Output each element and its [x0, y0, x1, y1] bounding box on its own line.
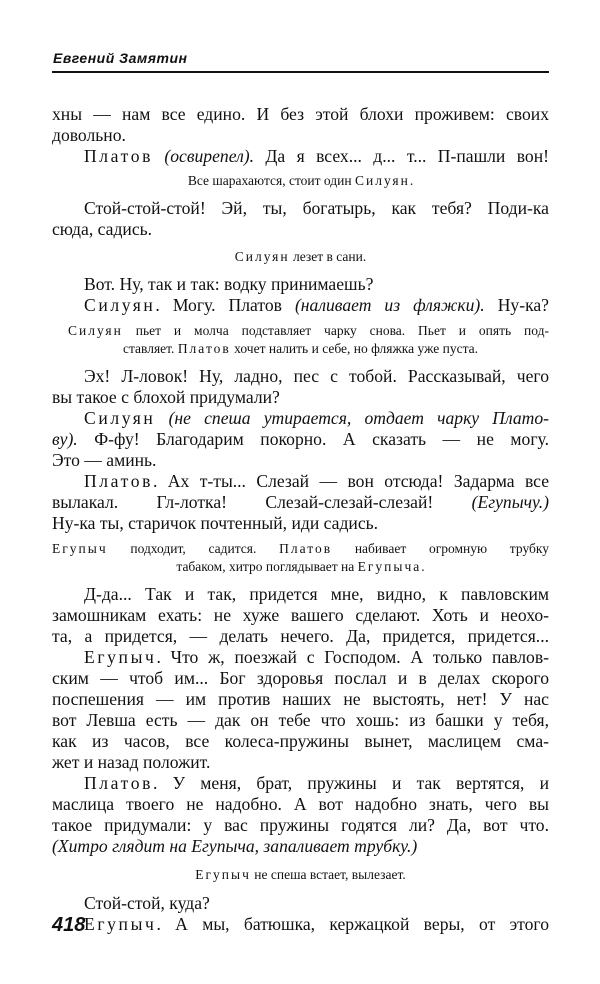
speaker-name: Егупыч	[84, 914, 157, 934]
speaker-name: Силуян	[84, 408, 156, 428]
paragraph: Эх! Л-ловок! Ну, ладно, пес с тобой. Рассказывай, чего	[84, 366, 549, 386]
speaker-name: Платов	[84, 773, 153, 793]
dialogue-line: Силуян. Могу. Платов (наливает из фляжки). Ну-ка?	[84, 295, 549, 315]
paragraph-end: сюда, садись.	[52, 219, 153, 239]
dialogue-line: как из часов, все колеса-пружины вынет, маслицем сма-	[52, 731, 549, 751]
dialogue-line: Платов (освирепел). Да я всех... д... т... П-пашли вон!	[84, 146, 549, 166]
stage-direction: Все шарахаются, стоит один Силуян.	[187, 173, 414, 188]
dialogue-line: вылакал. Гл-лотка! Слезай-слезай-слезай! (Егупычу.)	[52, 492, 549, 512]
dialogue-line: ским — чтоб им... Бог здоровья послал и в делах скорого	[52, 668, 549, 688]
dialogue-line-end: Ну-ка ты, старичок почтенный, иди садись.	[52, 513, 379, 533]
dialogue-line: такое придумали: у вас пружины годятся ли? Да, вот что.	[52, 815, 549, 835]
paragraph: замошникам ехать: не хуже вашего сделают. Хоть и неохо-	[52, 605, 549, 625]
stage-direction-inline: (Хитро глядит на Егупыча, запаливает трубку.)	[52, 836, 418, 856]
stage-direction: ставляет. Платов хочет налить и себе, но фляжка уже пуста.	[122, 341, 479, 356]
dialogue-line: Платов. Ах т-ты... Слезай — вон отсюда! Задарма все	[84, 471, 549, 491]
paragraph: вы такое с блохой придумали?	[52, 387, 280, 407]
dialogue-line-end: жет и назад положит.	[52, 752, 211, 772]
paragraph: хны — нам все едино. И без этой блохи проживем: своих	[52, 104, 549, 124]
dialogue-line: Вот. Ну, так и так: водку принимаешь?	[84, 274, 374, 294]
header-rule	[52, 71, 549, 73]
stage-direction: Егупыч подходит, садится. Платов набивает огромную трубку	[52, 541, 549, 556]
dialogue-line-end	[52, 836, 549, 857]
paragraph: Д-да... Так и так, придется мне, видно, к павловским	[84, 584, 549, 604]
dialogue-line: Силуян (не спеша утирается, отдает чарку Плато-	[84, 408, 549, 428]
paragraph: Стой-стой-стой! Эй, ты, богатырь, как тебя? Поди-ка	[84, 198, 549, 218]
dialogue-line: Егупыч. Что ж, поезжай с Господом. А только павлов-	[84, 647, 549, 667]
paragraph-end: довольно.	[52, 125, 126, 145]
speaker-name: Силуян	[84, 295, 156, 315]
stage-direction: Силуян лезет в сани.	[234, 249, 367, 264]
page-number: 418	[52, 914, 86, 936]
dialogue-line: Платов. У меня, брат, пружины и так вертятся, и	[84, 773, 549, 793]
dialogue-line: вот Левша есть — дак он тебе что хошь: из башки у тебя,	[52, 710, 549, 730]
speaker-name: Платов	[84, 471, 153, 491]
speaker-name: Платов	[84, 146, 153, 166]
running-head-author: Евгений Замятин	[53, 50, 188, 66]
dialogue-line: ву). Ф-фу! Благодарим покорно. А сказать — не могу.	[52, 429, 549, 449]
dialogue-line-end: Это — аминь.	[52, 450, 157, 470]
speaker-name: Егупыч	[84, 647, 157, 667]
body-text	[52, 104, 549, 935]
stage-direction-block	[52, 322, 549, 358]
stage-direction-inline: (наливает из фляжки).	[294, 295, 485, 315]
paragraph: та, а придется, — делать нечего. Да, придется, придется...	[52, 626, 549, 646]
dialogue-line: Егупыч. А мы, батюшка, кержацкой веры, от этого	[84, 914, 549, 934]
dialogue-line: Стой-стой, куда?	[84, 893, 210, 913]
dialogue-line: поспешения — им против наших не выстоять, нет! У нас	[52, 689, 549, 709]
dialogue-line: маслица твоего не надобно. А вот надобно знать, чего вы	[52, 794, 549, 814]
stage-direction: Егупыч не спеша встает, вылезает.	[195, 867, 406, 882]
stage-direction: табаком, хитро поглядывает на Егупыча.	[176, 559, 425, 574]
stage-direction: Силуян пьет и молча подставляет чарку снова. Пьет и опять под-	[68, 323, 549, 338]
stage-direction-block	[52, 540, 549, 576]
stage-direction-inline: (освирепел).	[164, 146, 255, 166]
